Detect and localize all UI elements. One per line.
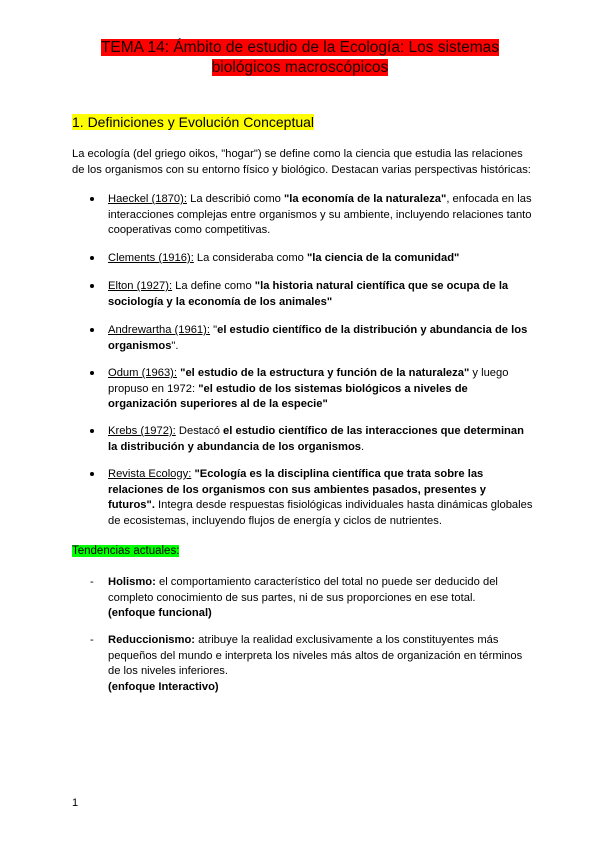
intro-paragraph: La ecología (del griego oikos, "hogar") se define como la ciencia que estudia las relaciones de los organismos con su entorno físico y biológico. Destacan varias perspectivas históricas: — [72, 148, 531, 176]
trend-term: Holismo: — [108, 576, 156, 588]
definition-item — [90, 467, 535, 529]
author-name: Krebs (1972): — [108, 425, 176, 437]
definition-text: Integra desde respuestas fisiológicas individuales hasta dinámicas globales de ecosistemas, incluyendo flujos de energía y ciclos de nutrientes. — [108, 499, 533, 527]
author-name: Haeckel (1870): — [108, 193, 187, 205]
trends-heading — [72, 544, 179, 559]
trend-term: Reduccionismo: — [108, 634, 196, 646]
definition-item — [90, 192, 535, 239]
definition-item — [90, 279, 535, 310]
author-name: Clements (1916): — [108, 252, 194, 264]
page-number: 1 — [72, 797, 79, 809]
trends-heading-text: Tendencias actuales: — [72, 545, 180, 557]
bullet-dot — [90, 284, 94, 288]
definition-text: La describió como — [186, 193, 284, 205]
document-title — [72, 38, 528, 78]
bullet-dot — [90, 197, 94, 201]
definition-quote: "la historia natural científica que se ocupa de la sociología y la economía de los animales" — [108, 280, 509, 308]
author-name: Andrewartha (1961): — [108, 324, 210, 336]
definition-item — [90, 366, 535, 413]
definition-quote: "la economía de la naturaleza" — [284, 193, 447, 205]
author-name: Elton (1927): — [108, 280, 173, 292]
definition-item — [90, 424, 535, 455]
bullet-dot — [90, 472, 94, 476]
trend-text: atribuye la realidad exclusivamente a los constituyentes más pequeños del mundo e interpreta los niveles más altos de organización en términos de los niveles inferiores. — [108, 634, 523, 677]
definition-quote: el estudio científico de la distribución y abundancia de los organismos — [108, 324, 528, 352]
title-text: TEMA 14: Ámbito de estudio de la Ecología: Los sistemas biológicos macroscópicos — [100, 39, 500, 76]
bullet-dot — [90, 328, 94, 332]
definition-text: ". — [171, 339, 179, 352]
author-name: Odum (1963): — [108, 367, 178, 379]
definition-quote: "Ecología es la disciplina científica que trata sobre las relaciones de los organismos con sus ambientes pasados, presentes y futuros". — [108, 468, 487, 511]
definition-text: La consideraba como — [193, 252, 307, 264]
section-heading — [72, 113, 314, 131]
definition-text: , enfocada en las interacciones complejas entre organismos y su ambiente, incluyendo relaciones tanto cooperativas como competitivas. — [108, 193, 532, 236]
definition-quote: "el estudio de la estructura y función de la naturaleza" — [180, 367, 470, 379]
definition-quote: "el estudio de los sistemas biológicos a niveles de organización superiores al de la especie" — [108, 382, 468, 410]
trend-approach: (enfoque Interactivo) — [108, 680, 219, 693]
dash-marker: - — [90, 634, 94, 646]
trend-item — [90, 575, 535, 622]
section-heading-text: 1. Definiciones y Evolución Conceptual — [72, 114, 315, 130]
trend-item — [90, 633, 535, 695]
trend-approach: (enfoque funcional) — [108, 607, 212, 619]
definition-quote: "la ciencia de la comunidad" — [307, 252, 460, 264]
definition-text: " — [210, 324, 218, 336]
bullet-dot — [90, 429, 94, 433]
definition-item — [90, 251, 535, 267]
definition-quote: el estudio científico de las interacciones que determinan la distribución y abundancia de los organismos — [108, 425, 524, 453]
definition-text: Destacó — [175, 425, 224, 437]
dash-marker: - — [90, 576, 94, 588]
author-name: Revista Ecology: — [108, 468, 192, 480]
bullet-dot — [90, 371, 94, 375]
definition-text: y luego propuso en 1972: — [108, 367, 509, 395]
trend-text: el comportamiento característico del total no puede ser deducido del completo conocimiento de sus partes, ni de sus proporciones en ese total. — [108, 576, 498, 604]
definition-text: . — [361, 440, 365, 453]
definition-text: La define como — [172, 280, 255, 292]
bullet-dot — [90, 256, 94, 260]
definition-item — [90, 323, 535, 354]
